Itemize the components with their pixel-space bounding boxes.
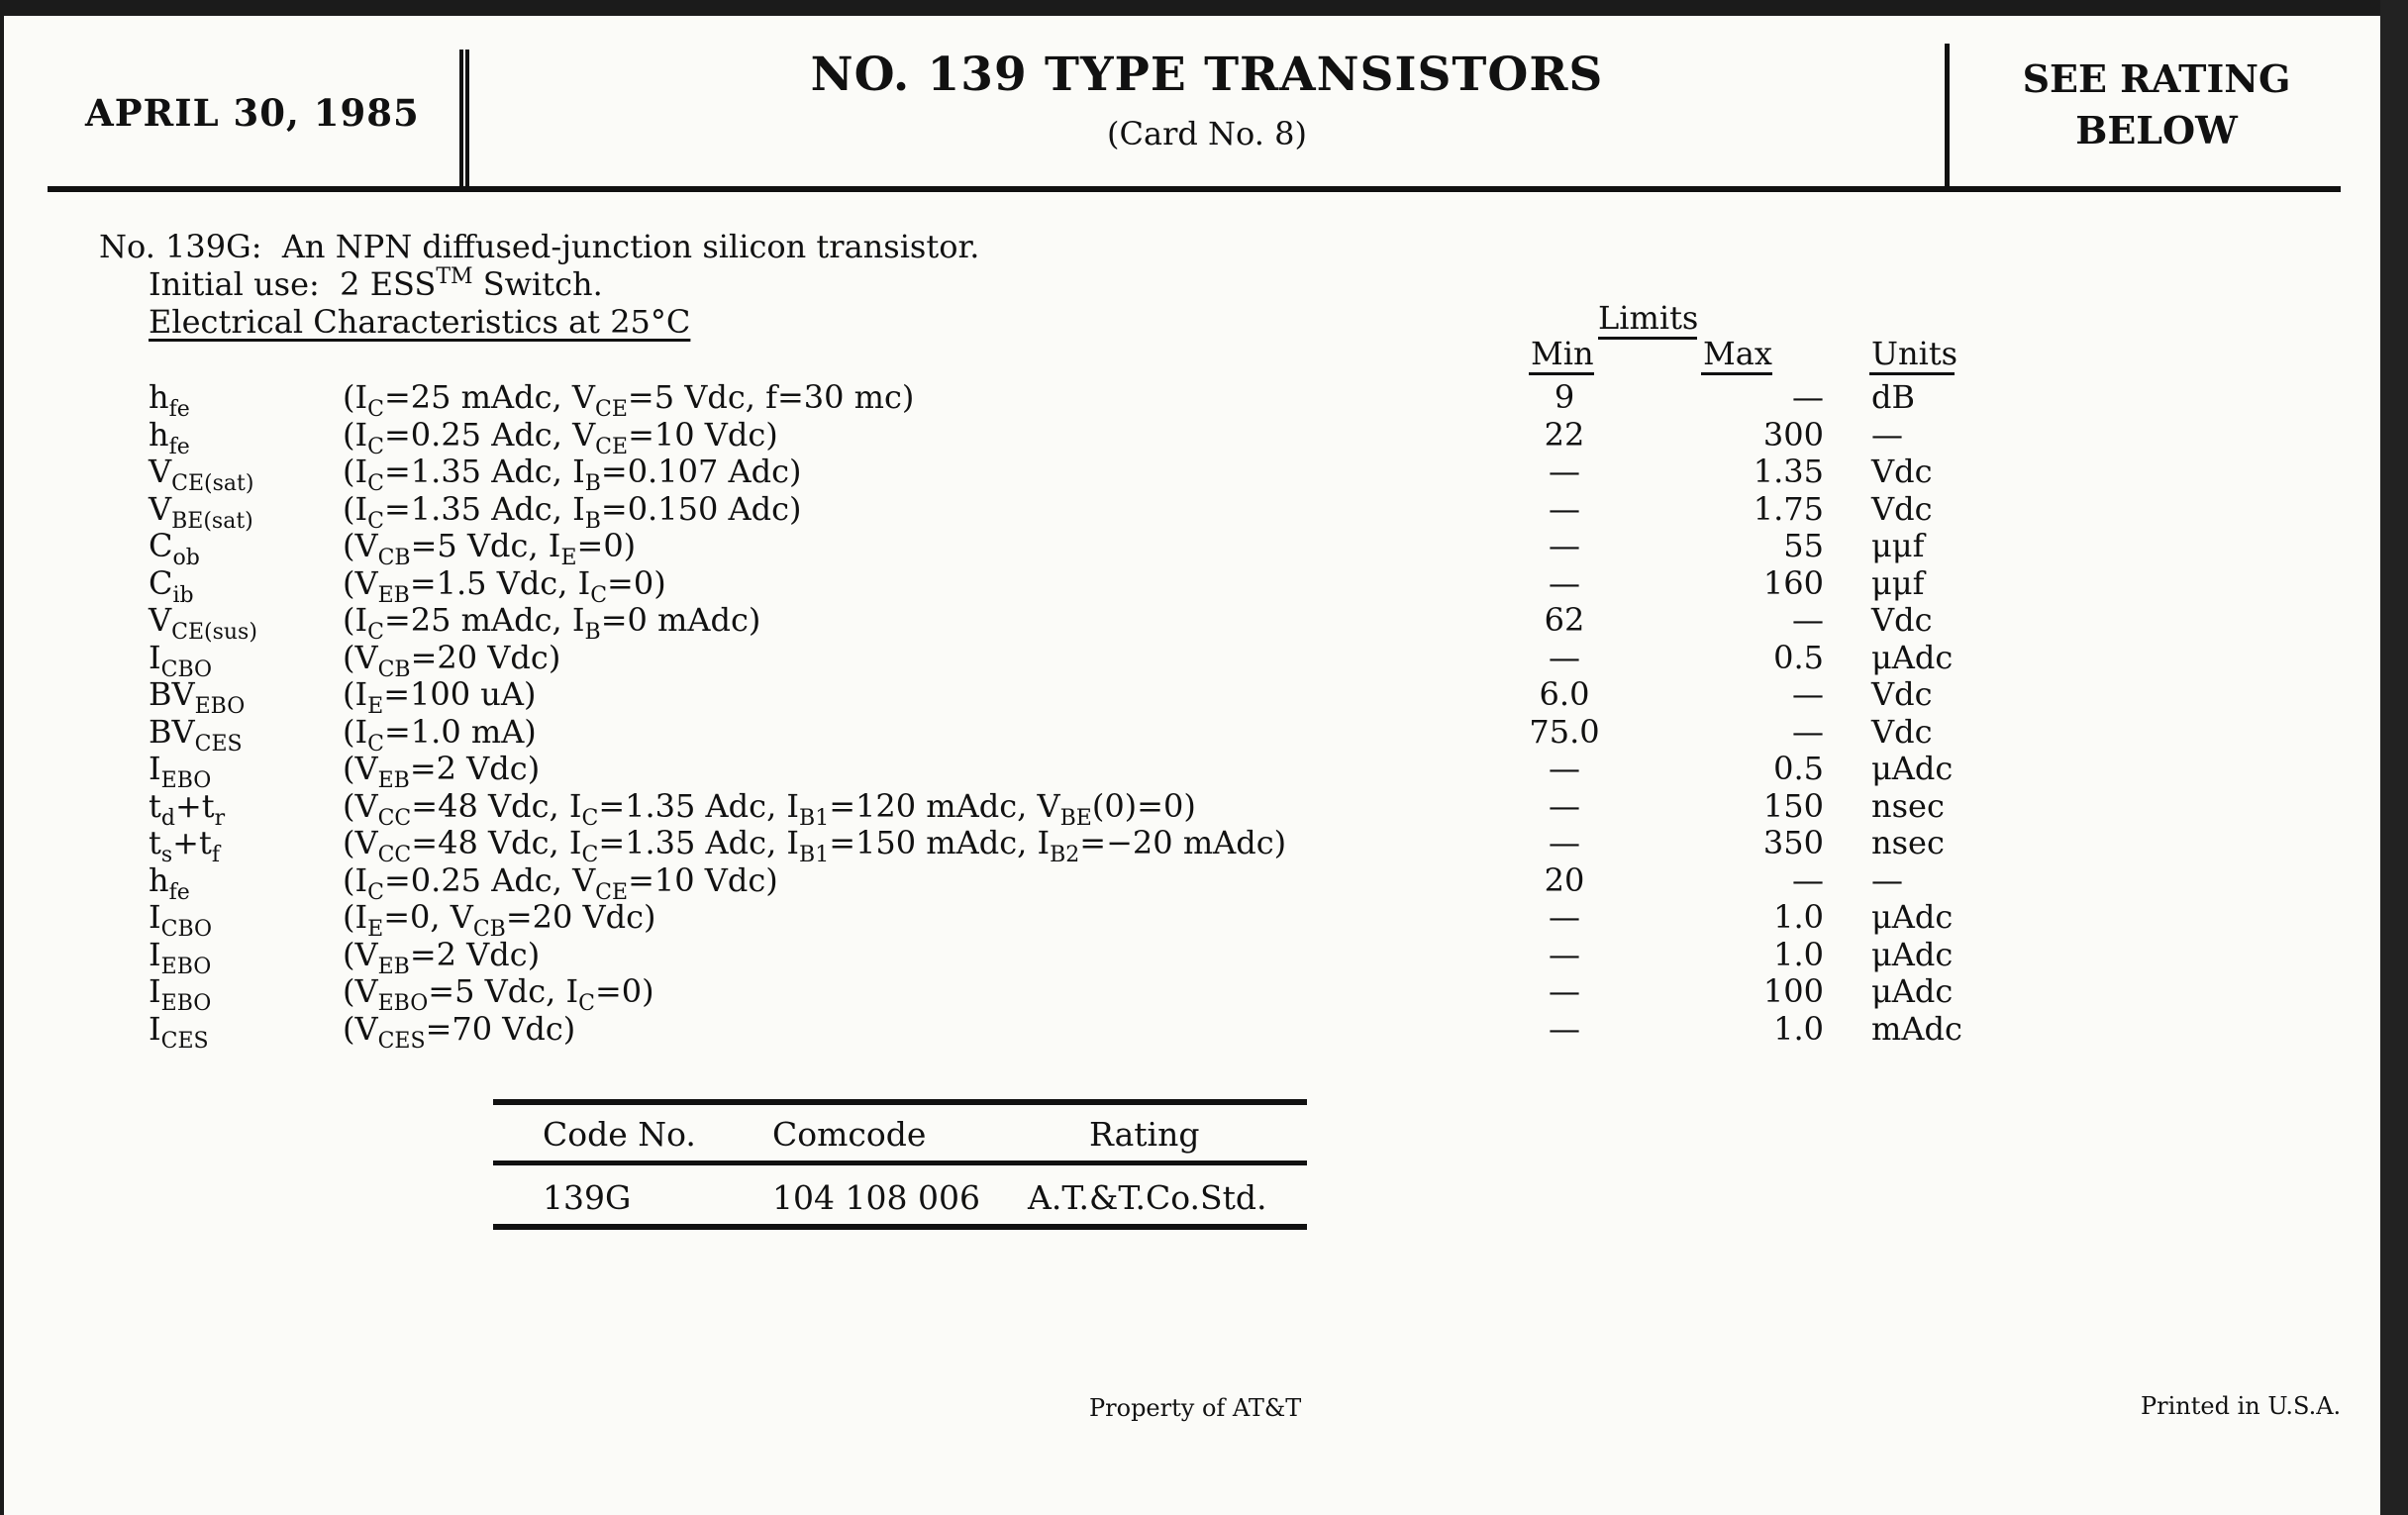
condition-text: (V — [343, 824, 378, 861]
condition-subscript: B — [584, 471, 601, 496]
min-value: — — [1549, 786, 1580, 825]
condition-text: (V — [343, 935, 378, 973]
parameter-symbol — [149, 860, 190, 905]
condition-text: =5 Vdc, I — [410, 527, 561, 564]
condition-subscript: C — [581, 805, 599, 831]
trademark-mark: TM — [436, 264, 473, 289]
parameter-symbol — [149, 824, 220, 867]
symbol-main: h — [149, 860, 169, 899]
table-mid-rule — [493, 1161, 1307, 1165]
card-number: (Card No. 8) — [1107, 115, 1307, 152]
max-value: 300 — [1762, 415, 1824, 454]
min-value: — — [1549, 898, 1580, 936]
condition-subscript: C — [367, 620, 384, 645]
min-value: — — [1549, 935, 1580, 973]
condition-text: (V — [343, 638, 378, 676]
min-value: — — [1549, 453, 1580, 490]
min-value: 9 — [1554, 378, 1575, 416]
test-condition — [343, 489, 802, 534]
characteristic-row — [0, 675, 2408, 719]
condition-subscript: C — [367, 879, 384, 905]
section-title: Electrical Characteristics at 25°C — [149, 303, 691, 341]
condition-subscript: B — [584, 620, 601, 645]
symbol-main: t — [149, 824, 161, 861]
initial-use-value: 2 ESS — [340, 265, 437, 303]
symbol-subscript: ib — [172, 582, 194, 608]
parameter-symbol — [149, 786, 226, 831]
parameter-symbol — [149, 527, 200, 570]
symbol-subscript: CE(sus) — [171, 620, 257, 645]
min-value: 20 — [1544, 860, 1585, 899]
condition-text: (I — [343, 601, 368, 639]
max-value: — — [1792, 601, 1824, 639]
symbol-subscript: CBO — [160, 917, 213, 942]
unit-value: Vdc — [1871, 489, 1933, 528]
condition-text: =25 mAdc, I — [383, 601, 585, 639]
condition-subscript: CE — [595, 879, 629, 905]
condition-text: (V — [343, 527, 378, 564]
symbol-subscript: r — [214, 805, 226, 831]
characteristic-row — [0, 1009, 2408, 1054]
test-condition — [343, 935, 541, 979]
printed-note: Printed in U.S.A. — [2141, 1392, 2342, 1420]
condition-text: =48 Vdc, I — [411, 824, 582, 861]
condition-subscript: EBO — [377, 991, 429, 1016]
max-value: 1.35 — [1753, 453, 1824, 490]
symbol-main: C — [149, 527, 173, 564]
max-value: 350 — [1762, 824, 1824, 861]
symbol-main: BV — [149, 675, 195, 713]
min-value: — — [1549, 527, 1580, 564]
condition-subscript: BE — [1059, 805, 1092, 831]
header-bottom-rule — [48, 186, 2341, 192]
intro-line — [99, 228, 979, 265]
test-condition — [343, 527, 637, 570]
characteristic-row — [0, 750, 2408, 793]
condition-text: =0) — [576, 527, 637, 564]
max-value: 0.5 — [1773, 638, 1824, 676]
rating-line-1: SEE RATING — [2022, 56, 2291, 101]
characteristic-row — [0, 638, 2408, 682]
condition-text: =1.35 Adc, I — [383, 489, 585, 528]
characteristic-row — [0, 712, 2408, 757]
condition-text: =5 Vdc, I — [428, 972, 579, 1010]
parameter-symbol — [149, 378, 190, 422]
condition-subscript: CE — [595, 434, 629, 459]
condition-subscript: B1 — [799, 843, 830, 867]
parameter-symbol — [149, 675, 246, 719]
symbol-subscript: fe — [168, 397, 190, 422]
characteristic-row — [0, 935, 2408, 979]
condition-text: =2 Vdc) — [409, 750, 541, 787]
table-top-rule — [493, 1099, 1307, 1105]
max-value: 160 — [1762, 563, 1824, 602]
max-value: — — [1792, 378, 1824, 416]
condition-text: (0)=0) — [1091, 786, 1196, 825]
parameter-symbol — [149, 935, 212, 979]
symbol-main: V — [149, 489, 172, 528]
condition-text: =10 Vdc) — [628, 860, 778, 899]
condition-subscript: C — [590, 582, 608, 608]
characteristic-row — [0, 453, 2408, 496]
symbol-subscript: d — [160, 805, 175, 831]
test-condition — [343, 378, 915, 422]
characteristic-row — [0, 489, 2408, 534]
table-header-rating: Rating — [1089, 1115, 1200, 1154]
unit-value: μAdc — [1871, 972, 1954, 1010]
condition-text: =5 Vdc, f=30 mc) — [627, 378, 915, 416]
symbol-main: I — [149, 1009, 161, 1048]
symbol-subscript: f — [211, 843, 220, 867]
test-condition — [343, 786, 1196, 831]
condition-subscript: B2 — [1050, 843, 1080, 867]
max-value: 0.5 — [1773, 750, 1824, 787]
characteristic-row — [0, 898, 2408, 942]
max-value: — — [1792, 860, 1824, 899]
table-header-comcode: Comcode — [772, 1115, 927, 1154]
symbol-subscript: EBO — [194, 694, 246, 719]
rating-note — [1949, 53, 2364, 156]
characteristic-row — [0, 601, 2408, 645]
condition-text: =−20 mAdc) — [1079, 824, 1287, 861]
symbol-main: h — [149, 378, 169, 416]
condition-subscript: CC — [377, 805, 412, 831]
condition-text: =0) — [607, 563, 666, 602]
units-heading: Units — [1871, 335, 1958, 372]
symbol-subscript: CE(sat) — [171, 471, 254, 496]
min-value: — — [1549, 638, 1580, 676]
min-value: 75.0 — [1529, 712, 1600, 751]
transistor-code: No. 139G: — [99, 228, 262, 265]
min-value: — — [1549, 750, 1580, 787]
symbol-main: h — [149, 415, 169, 454]
symbol-main: t — [149, 786, 161, 825]
symbol-subscript: EBO — [160, 954, 212, 979]
unit-value: nsec — [1871, 824, 1945, 861]
test-condition — [343, 415, 778, 459]
table-header-code: Code No. — [543, 1115, 696, 1154]
symbol-subscript: EBO — [160, 768, 212, 793]
condition-text: (V — [343, 786, 378, 825]
symbol-main: I — [149, 935, 161, 973]
symbol-main: C — [149, 563, 173, 602]
parameter-symbol — [149, 453, 254, 496]
max-heading: Max — [1703, 335, 1772, 372]
min-value: 62 — [1544, 601, 1585, 639]
characteristic-row — [0, 527, 2408, 570]
condition-text: =100 uA) — [383, 675, 537, 713]
parameter-symbol — [149, 415, 190, 459]
condition-subscript: CB — [377, 546, 411, 570]
condition-subscript: CC — [377, 843, 412, 867]
symbol-subscript: CBO — [160, 656, 213, 682]
condition-subscript: CE — [594, 397, 628, 422]
condition-text: =0.107 Adc) — [600, 453, 802, 490]
condition-text: =0) — [594, 972, 654, 1010]
condition-subscript: E — [560, 546, 577, 570]
parameter-symbol — [149, 898, 213, 942]
symbol-subscript: fe — [168, 434, 190, 459]
condition-subscript: E — [367, 694, 384, 719]
condition-subscript: EB — [377, 954, 410, 979]
condition-text: =1.0 mA) — [383, 712, 537, 751]
rating-line-2: BELOW — [2075, 108, 2238, 152]
max-value: — — [1792, 675, 1824, 713]
unit-value: μAdc — [1871, 935, 1954, 973]
min-value: — — [1549, 1009, 1580, 1048]
characteristic-row — [0, 860, 2408, 905]
condition-subscript: C — [367, 397, 384, 422]
unit-value: dB — [1871, 378, 1915, 416]
max-underline — [1701, 372, 1772, 375]
condition-text: =70 Vdc) — [425, 1009, 576, 1048]
condition-text: (I — [343, 712, 368, 751]
transistor-description: An NPN diffused-junction silicon transistor. — [281, 228, 980, 265]
parameter-symbol — [149, 712, 243, 757]
unit-value: μAdc — [1871, 898, 1954, 936]
test-condition — [343, 563, 666, 608]
characteristic-row — [0, 972, 2408, 1016]
limits-underline — [1598, 337, 1697, 340]
min-value: — — [1549, 824, 1580, 861]
test-condition — [343, 860, 778, 905]
unit-value: — — [1871, 415, 1903, 454]
test-condition — [343, 750, 541, 793]
header-top-rule — [459, 50, 463, 190]
symbol-main: I — [149, 750, 161, 787]
condition-text: (I — [343, 860, 368, 899]
condition-text: (I — [343, 898, 368, 936]
max-value: — — [1792, 712, 1824, 751]
characteristic-row — [0, 563, 2408, 608]
units-underline — [1869, 372, 1955, 375]
unit-value: Vdc — [1871, 601, 1933, 639]
parameter-symbol — [149, 972, 212, 1016]
condition-subscript: E — [367, 917, 384, 942]
min-value: 22 — [1544, 415, 1585, 454]
symbol-main: I — [149, 972, 161, 1010]
unit-value: nsec — [1871, 786, 1945, 825]
condition-text: (I — [343, 675, 368, 713]
max-value: 150 — [1762, 786, 1824, 825]
characteristic-row — [0, 415, 2408, 459]
unit-value: Vdc — [1871, 712, 1933, 751]
parameter-symbol — [149, 563, 194, 608]
max-value: 1.75 — [1753, 489, 1824, 528]
test-condition — [343, 638, 561, 682]
parameter-symbol — [149, 489, 253, 534]
condition-text: (V — [343, 563, 378, 602]
unit-value: Vdc — [1871, 453, 1933, 490]
condition-text: (V — [343, 972, 378, 1010]
parameter-symbol — [149, 601, 257, 645]
condition-text: =120 mAdc, V — [829, 786, 1060, 825]
symbol-subscript: EBO — [160, 991, 212, 1016]
unit-value: Vdc — [1871, 675, 1933, 713]
condition-text: =48 Vdc, I — [411, 786, 582, 825]
test-condition — [343, 898, 656, 942]
condition-subscript: C — [367, 731, 384, 757]
condition-text: (I — [343, 378, 368, 416]
condition-text: =20 Vdc) — [505, 898, 656, 936]
symbol-main: +t — [174, 786, 215, 825]
test-condition — [343, 1009, 576, 1054]
limits-heading: Limits — [1598, 299, 1699, 337]
issue-date: APRIL 30, 1985 — [85, 91, 420, 135]
min-value: — — [1549, 489, 1580, 528]
condition-subscript: C — [578, 991, 595, 1016]
condition-text: =1.35 Adc, I — [598, 786, 800, 825]
condition-subscript: C — [581, 843, 599, 867]
symbol-subscript: CES — [160, 1028, 209, 1054]
unit-value: μμf — [1871, 527, 1925, 564]
condition-text: =1.35 Adc, I — [383, 453, 585, 490]
symbol-subscript: s — [160, 843, 173, 867]
initial-use-line — [149, 265, 603, 303]
condition-text: =1.5 Vdc, I — [409, 563, 591, 602]
condition-text: =0 mAdc) — [600, 601, 761, 639]
symbol-main: I — [149, 898, 161, 936]
condition-text: =20 Vdc) — [410, 638, 561, 676]
condition-subscript: EB — [377, 768, 410, 793]
parameter-symbol — [149, 638, 213, 682]
test-condition — [343, 712, 537, 757]
min-heading: Min — [1531, 335, 1594, 372]
condition-text: =0.150 Adc) — [600, 489, 802, 528]
unit-value: mAdc — [1871, 1009, 1962, 1048]
table-cell-rating: A.T.&T.Co.Std. — [1028, 1178, 1267, 1217]
page-title: NO. 139 TYPE TRANSISTORS — [810, 48, 1604, 102]
condition-text: =2 Vdc) — [409, 935, 541, 973]
condition-text: =25 mAdc, V — [383, 378, 595, 416]
unit-value: μAdc — [1871, 638, 1954, 676]
parameter-symbol — [149, 1009, 209, 1054]
test-condition — [343, 675, 537, 719]
condition-subscript: C — [367, 508, 384, 534]
condition-text: (I — [343, 453, 368, 490]
characteristic-row — [0, 786, 2408, 831]
condition-text: =1.35 Adc, I — [598, 824, 800, 861]
symbol-subscript: CES — [194, 731, 243, 757]
symbol-subscript: BE(sat) — [171, 508, 253, 534]
symbol-main: BV — [149, 712, 195, 751]
max-value: 1.0 — [1773, 935, 1824, 973]
condition-subscript: CB — [377, 656, 411, 682]
test-condition — [343, 601, 761, 645]
symbol-subscript: ob — [172, 546, 200, 570]
characteristic-row — [0, 378, 2408, 422]
min-value: — — [1549, 972, 1580, 1010]
table-cell-comcode: 104 108 006 — [772, 1178, 980, 1217]
characteristic-row — [0, 824, 2408, 867]
unit-value: — — [1871, 860, 1903, 899]
test-condition — [343, 972, 654, 1016]
condition-text: =10 Vdc) — [628, 415, 778, 454]
table-bottom-rule — [493, 1224, 1307, 1230]
condition-text: =0, V — [383, 898, 473, 936]
condition-text: (I — [343, 415, 368, 454]
test-condition — [343, 453, 802, 496]
symbol-main: I — [149, 638, 161, 676]
max-value: 100 — [1762, 972, 1824, 1010]
condition-subscript: B1 — [799, 805, 830, 831]
condition-subscript: CES — [377, 1028, 426, 1054]
condition-text: (I — [343, 489, 368, 528]
condition-subscript: EB — [377, 582, 410, 608]
initial-use-label: Initial use: — [149, 265, 320, 303]
unit-value: μAdc — [1871, 750, 1954, 787]
table-cell-code: 139G — [543, 1178, 632, 1217]
condition-subscript: B — [584, 508, 601, 534]
property-note: Property of AT&T — [1089, 1394, 1302, 1422]
min-underline — [1529, 372, 1594, 375]
min-value: 6.0 — [1539, 675, 1590, 713]
max-value: 55 — [1783, 527, 1824, 564]
condition-subscript: CB — [472, 917, 506, 942]
condition-subscript: C — [367, 434, 384, 459]
condition-text: (V — [343, 1009, 378, 1048]
initial-use-suffix: Switch. — [482, 265, 603, 303]
symbol-main: +t — [172, 824, 212, 861]
min-value: — — [1549, 563, 1580, 602]
max-value: 1.0 — [1773, 898, 1824, 936]
symbol-subscript: fe — [168, 879, 190, 905]
condition-text: =0.25 Adc, V — [383, 860, 596, 899]
test-condition — [343, 824, 1287, 867]
symbol-main: V — [149, 453, 172, 490]
unit-value: μμf — [1871, 563, 1925, 602]
condition-text: =150 mAdc, I — [829, 824, 1051, 861]
symbol-main: V — [149, 601, 172, 639]
max-value: 1.0 — [1773, 1009, 1824, 1048]
condition-text: =0.25 Adc, V — [383, 415, 596, 454]
parameter-symbol — [149, 750, 212, 793]
condition-text: (V — [343, 750, 378, 787]
condition-subscript: C — [367, 471, 384, 496]
